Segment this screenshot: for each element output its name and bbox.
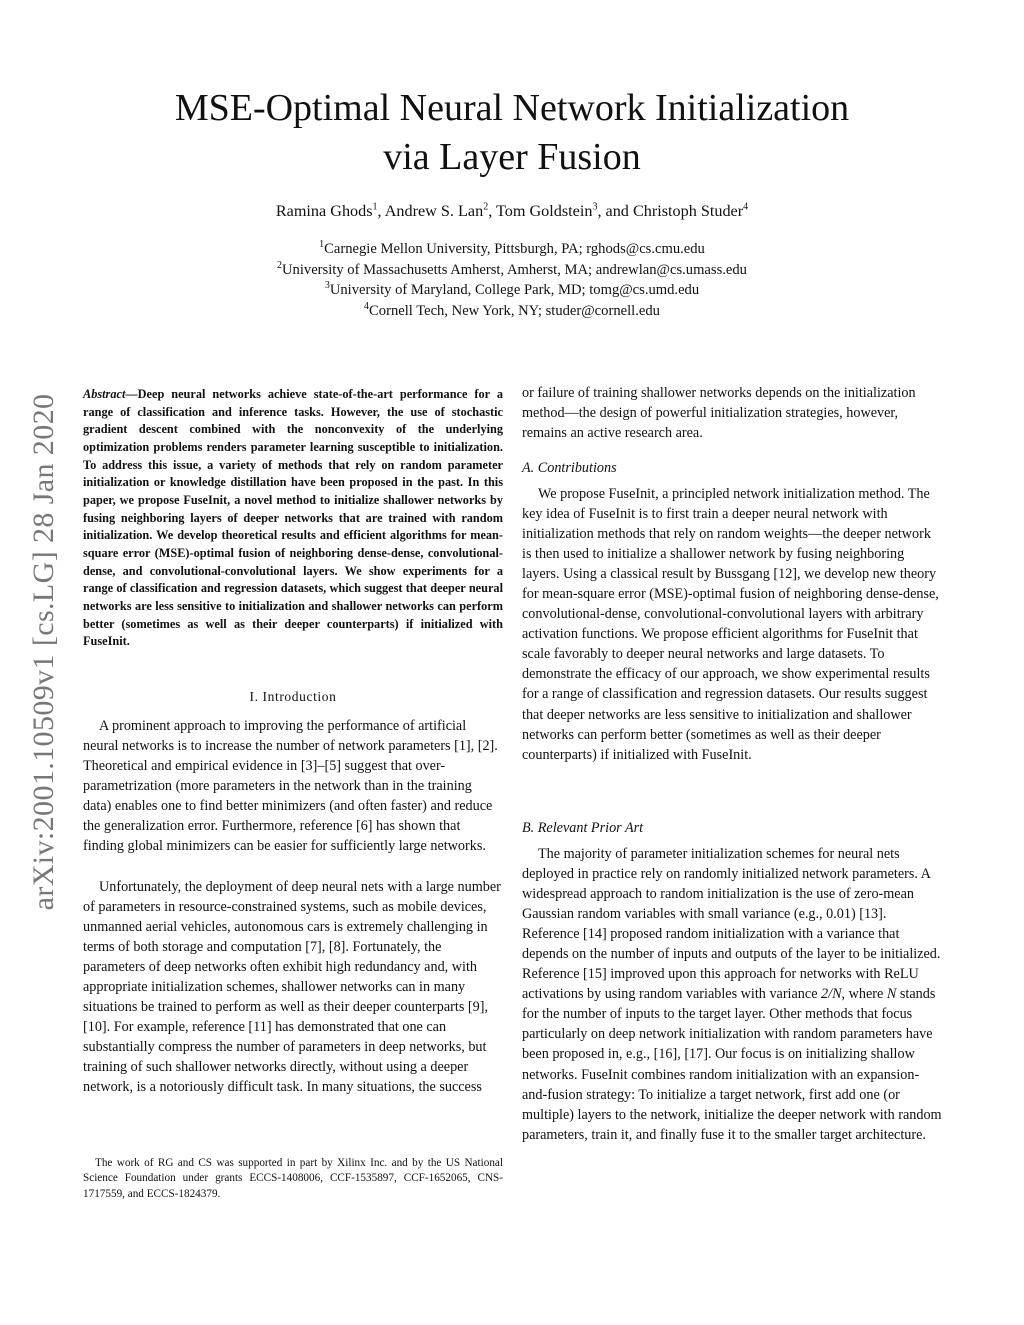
author-name: Andrew S. Lan xyxy=(384,202,484,220)
subsection-heading-contributions: A. Contributions xyxy=(522,460,617,476)
math-n: N xyxy=(886,986,897,1003)
author-sup: 3 xyxy=(592,201,598,213)
section-heading-introduction: I. Introduction xyxy=(249,689,337,704)
author-sup: 4 xyxy=(743,201,749,213)
affiliation-sup: 1 xyxy=(319,239,325,251)
affiliation xyxy=(0,239,1024,260)
author-name: Christoph Studer xyxy=(632,202,744,220)
author-sup: 2 xyxy=(483,201,489,213)
author-name: Ramina Ghods xyxy=(275,202,373,220)
affiliation-text: University of Massachusetts Amherst, Amherst, MA; andrewlan@cs.umass.edu xyxy=(282,261,747,278)
author-name: Tom Goldstein xyxy=(496,202,593,220)
subsection-heading-prior-art: B. Relevant Prior Art xyxy=(522,820,644,836)
author-list xyxy=(0,200,1024,222)
right-paragraph-continuation: or failure of training shallower networks depends on the initialization method—the design of powerful initialization strategies, however, remains an active research area. xyxy=(522,385,916,442)
affiliation-sup: 4 xyxy=(364,300,370,312)
intro-paragraph-2: Unfortunately, the deployment of deep neural nets with a large number of parameters in resource-constrained systems, such as mobile devices, unmanned aerial vehicles, autonomous cars is extremely challenging in terms of both storage and computation [7], [8]. Fortunately, the parameters of deep networks often exhibit high redundancy and, with appropriate initialization schemes, shallower networks can in many situations be trained to perform as well as their deeper counterparts [9], [10]. For example, reference [11] has demonstrated that one can substantially compress the number of parameters in deep networks, but training of such shallower networks directly, without using a deeper network, is a notoriously difficult task. In many situations, the success xyxy=(83,879,501,1096)
author-sup: 1 xyxy=(372,201,378,213)
contributions-paragraph: We propose FuseInit, a principled network initialization method. The key idea of FuseInit is to first train a deeper neural network with initialization methods that rely on random weights—the deeper network is then used to initialize a shallower network by fusing neighboring layers. Using a classical result by Bussgang [12], we develop new theory for mean-square error (MSE)-optimal fusion of neighboring dense-dense, convolutional-dense, convolutional-convolutional layers with arbitrary activation functions. We propose efficient algorithms for FuseInit that scale favorably to deeper neural networks and large datasets. To demonstrate the efficacy of our approach, we show experimental results for a range of classification and regression datasets. Our results suggest that deeper networks are less sensitive to initialization and shallower networks can perform better (sometimes as well as their deeper counterparts) if initialized with FuseInit. xyxy=(522,486,939,763)
abstract-text: —Deep neural networks achieve state-of-the-art performance for a range of classification and inference tasks. However, the use of stochastic gradient descent combined with the nonconvexity of the underlying optimization problems renders parameter learning susceptible to initialization. To address this issue, a variety of methods that rely on random parameter initialization or knowledge distillation have been proposed in the past. In this paper, we propose FuseInit, a novel method to initialize shallower networks by fusing neighboring layers of deeper networks that are trained with random initialization. We develop theoretical results and efficient algorithms for mean-square error (MSE)-optimal fusion of neighboring dense-dense, convolutional-dense, and convolutional-convolutional layers. We show experiments for a range of classification and regression datasets, which suggest that deeper neural networks are less sensitive to initialization and shallower networks can perform better (sometimes as well as their deeper counterparts) if initialized with FuseInit. xyxy=(83,387,503,649)
arxiv-stamp-container xyxy=(24,362,64,942)
intro-paragraph-1: A prominent approach to improving the performance of artificial neural networks is to increase the number of network parameters [1], [2]. Theoretical and empirical evidence in [3]–[5] suggest that over-parametrization (more parameters in the network than in the training data) enables one to find better minimizers (and often faster) and reduce the generalization error. Furthermore, reference [6] has shown that finding global minimizers can be easier for sufficiently large networks. xyxy=(83,718,498,855)
abstract xyxy=(83,386,503,651)
prior-art-text: stands for the number of inputs to the target layer. Other methods that focus particularly on deep network initialization with random parameters have been proposed in, e.g., [16], [17]. Our focus is on initializing shallow networks. FuseInit combines random initialization with an expansion-and-fusion strategy: To initialize a target network, first add one (or multiple) layers to the network, initialize the deeper network with random parameters, train it, and finally fuse it to the smaller target architecture. xyxy=(522,986,942,1143)
affiliation-text: Carnegie Mellon University, Pittsburgh, PA; rghods@cs.cmu.edu xyxy=(324,241,705,257)
author-sep: , and xyxy=(597,202,633,220)
affiliation xyxy=(0,280,1024,301)
prior-art-text: The majority of parameter initialization schemes for neural nets deployed in practice rely on randomly initialized network parameters. A widespread approach to random initialization is the use of zero-mean Gaussian random variables with small variance (e.g., 0.01) [13]. Reference [14] proposed random initialization with a variance that depends on the number of inputs and outputs of the layer to be initialized. Reference [15] improved upon this approach for networks with ReLU activations by using random variables with variance xyxy=(522,846,941,1003)
prior-art-text: , where xyxy=(841,986,887,1003)
arxiv-identifier: arXiv:2001.10509v1 [cs.LG] 28 Jan 2020 xyxy=(27,393,60,911)
math-variance: 2/N xyxy=(821,986,842,1003)
title-line-1: MSE-Optimal Neural Network Initialization xyxy=(174,87,850,129)
title-line-2: via Layer Fusion xyxy=(383,136,641,178)
affiliation-sup: 2 xyxy=(277,259,283,271)
affiliation-text: University of Maryland, College Park, MD; tomg@cs.umd.edu xyxy=(329,282,700,298)
paper-title xyxy=(0,84,1024,182)
prior-art-paragraph xyxy=(522,844,942,1145)
affiliation xyxy=(0,260,1024,281)
funding-footnote: The work of RG and CS was supported in part by Xilinx Inc. and by the US National Science Foundation under grants ECCS-1408006, CCF-1535897, CCF-1652065, CNS-1717559, and ECCS-1824379. xyxy=(83,1157,503,1200)
author-sep: , xyxy=(377,202,385,220)
affiliation-list xyxy=(0,239,1024,321)
affiliation-text: Cornell Tech, New York, NY; studer@cornell.edu xyxy=(369,302,660,319)
affiliation xyxy=(0,301,1024,322)
author-sep: , xyxy=(488,202,496,220)
abstract-lead: Abstract xyxy=(83,387,126,401)
affiliation-sup: 3 xyxy=(324,280,330,292)
